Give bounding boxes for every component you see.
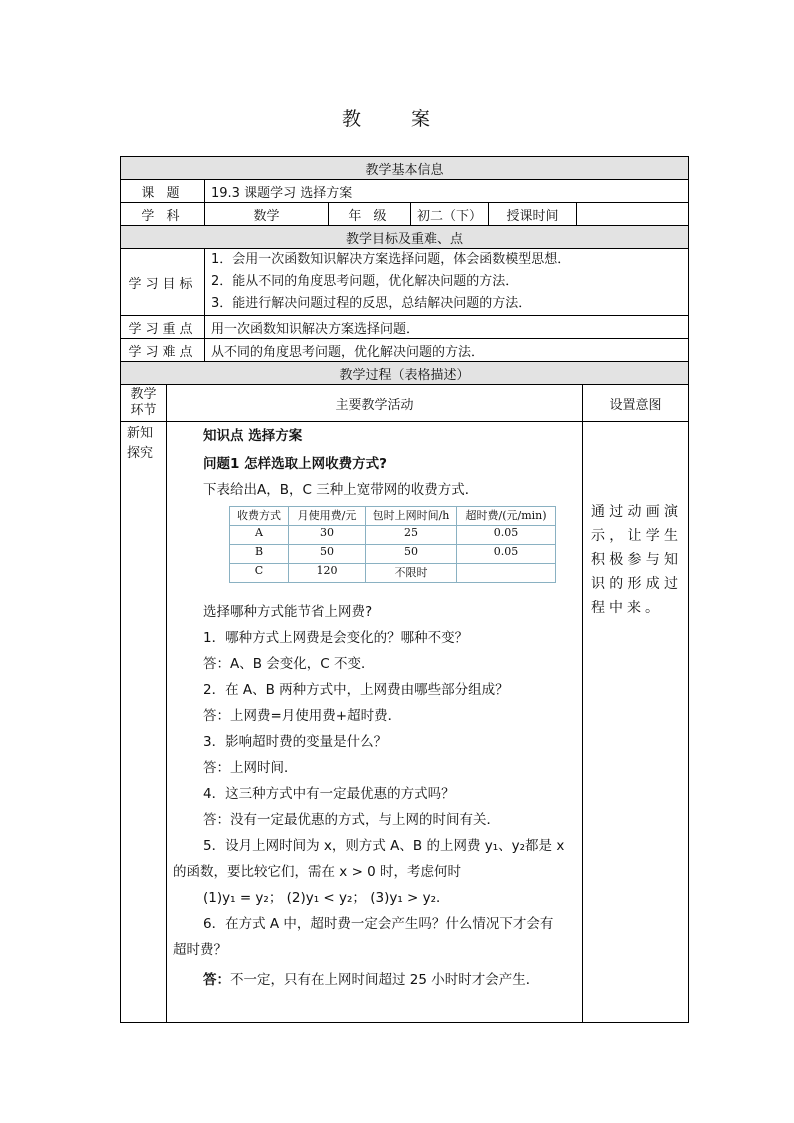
question-item: 3．影响超时费的变量是什么？	[203, 734, 388, 750]
question-item-continued: 超时费？	[173, 942, 227, 958]
difficulty-value: 从不同的角度思考问题，优化解决问题的方法．	[205, 339, 689, 362]
intro-text: 下表给出A，B，C 三种上宽带网的收费方式．	[203, 482, 479, 498]
question-item: 1．哪种方式上网费是会变化的？哪种不变？	[203, 630, 469, 646]
col-segment-header: 教学环节	[121, 385, 167, 422]
section-header-goals: 教学目标及重难、点	[121, 226, 689, 249]
intent-cell	[583, 422, 689, 1023]
comparison-cases: (1)y₁ = y₂； (2)y₁ < y₂； (3)y₁ > y₂．	[203, 890, 450, 906]
subject-value: 数学	[205, 203, 329, 226]
goals-label: 学习目标	[121, 249, 205, 316]
activity-cell	[167, 422, 583, 1023]
col-activity-header: 主要教学活动	[167, 385, 583, 422]
key-point-label: 学习重点	[121, 316, 205, 339]
section-header-basic: 教学基本信息	[121, 157, 689, 180]
difficulty-label: 学习难点	[121, 339, 205, 362]
answer-item: 答：上网时间．	[203, 760, 298, 776]
question-1: 问题1 怎样选取上网收费方式?	[203, 456, 387, 472]
key-point-value: 用一次函数知识解决方案选择问题．	[205, 316, 689, 339]
goal-item: 1．会用一次函数知识解决方案选择问题，体会函数模型思想．	[211, 252, 571, 267]
time-label: 授课时间	[489, 203, 577, 226]
topic-label: 课 题	[121, 180, 205, 203]
table-row: A 30 25 0.05	[230, 526, 556, 545]
table-row: B 50 50 0.05	[230, 545, 556, 564]
answer-item: 答：上网费=月使用费+超时费．	[203, 708, 402, 724]
process-table	[120, 384, 689, 1023]
grade-value: 初二（下）	[411, 203, 489, 226]
basic-info-table	[120, 156, 689, 385]
answer-item: 答：A、B 会变化，C 不变．	[203, 656, 375, 672]
intent-text: 通过动画演示，让学生积极参与知识的形成过程中来。	[591, 504, 682, 616]
answer-item	[203, 968, 539, 988]
question-item: 2．在 A、B 两种方式中，上网费由哪些部分组成？	[203, 682, 509, 698]
section-header-process: 教学过程（表格描述）	[121, 362, 689, 385]
document-title: 教 案	[341, 108, 453, 130]
answer-text: 不一定，只有在上网时间超过 25 小时时才会产生．	[230, 972, 540, 988]
table-row: C 120 不限时	[230, 564, 556, 583]
question-item: 6．在方式 A 中，超时费一定会产生吗？什么情况下才会有	[203, 916, 554, 932]
goal-item: 2．能从不同的角度思考问题，优化解决问题的方法．	[211, 274, 519, 289]
subject-label: 学 科	[121, 203, 205, 226]
time-value	[577, 203, 689, 226]
main-question: 选择哪种方式能节省上网费?	[203, 604, 373, 620]
goal-item: 3．能进行解决问题过程的反思，总结解决问题的方法．	[211, 296, 532, 311]
segment-cell: 新知探究	[121, 422, 167, 1023]
answer-label: 答：	[203, 972, 230, 988]
grade-label: 年 级	[329, 203, 411, 226]
col-intent-header: 设置意图	[583, 385, 689, 422]
question-item: 5．设月上网时间为 x，则方式 A、B 的上网费 y₁、y₂都是 x	[203, 838, 565, 854]
question-item-continued: 的函数，要比较它们，需在 x > 0 时，考虑何时	[173, 864, 462, 880]
question-item: 4．这三种方式中有一定最优惠的方式吗？	[203, 786, 455, 802]
knowledge-point: 知识点 选择方案	[203, 428, 303, 444]
fee-table: 收费方式 月使用费/元 包时上网时间/h 超时费/(元/min) A 30 25 0.05 B 50 50 0.05 C 120 不限时	[229, 506, 556, 583]
answer-item: 答：没有一定最优惠的方式，与上网的时间有关．	[203, 812, 500, 828]
topic-value: 19.3 课题学习 选择方案	[205, 180, 689, 203]
goals-list	[205, 249, 689, 316]
